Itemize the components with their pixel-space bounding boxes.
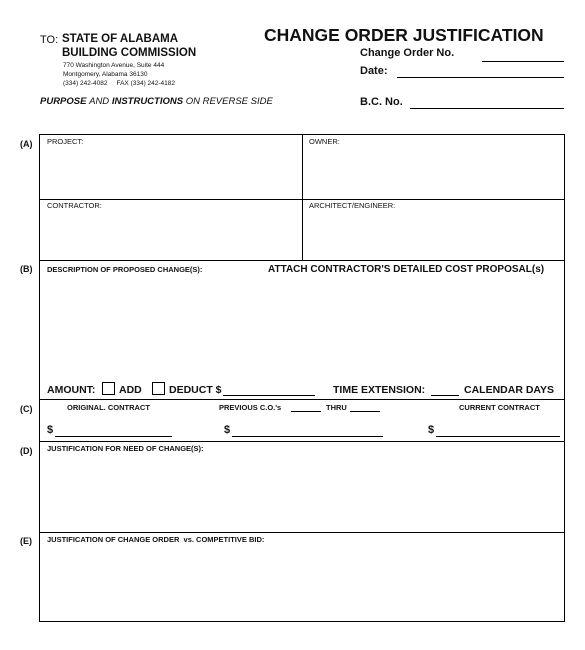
date-label: Date:	[360, 65, 388, 77]
to-prefix: TO:	[40, 34, 59, 46]
original-contract-dollar: $	[47, 424, 54, 436]
description-label: DESCRIPTION OF PROPOSED CHANGE(S):	[47, 265, 203, 274]
section-a-divider	[302, 134, 303, 260]
section-c-tag: (C)	[20, 404, 33, 414]
section-d-tag: (D)	[20, 446, 33, 456]
section-a-tag: (A)	[20, 139, 33, 149]
section-d-bottom-line	[39, 532, 565, 533]
project-field[interactable]	[44, 148, 298, 196]
section-a-middle-line	[39, 199, 565, 200]
architect-engineer-field[interactable]	[306, 212, 561, 257]
section-a-bottom-line	[39, 260, 565, 261]
add-label: ADD	[119, 384, 142, 396]
time-extension-field[interactable]	[431, 395, 459, 396]
section-e-tag: (E)	[20, 536, 32, 546]
amount-field[interactable]	[223, 395, 315, 396]
original-contract-amount-field[interactable]	[55, 436, 172, 437]
contractor-label: CONTRACTOR:	[47, 201, 102, 210]
instructions-word: INSTRUCTIONS	[111, 96, 184, 107]
amount-label: AMOUNT:	[47, 384, 96, 396]
current-contract-dollar: $	[428, 424, 435, 436]
change-order-no-field[interactable]	[482, 61, 564, 62]
previous-co-amount-field[interactable]	[232, 436, 383, 437]
attach-proposal-note: ATTACH CONTRACTOR'S DETAILED COST PROPOSAL(s)	[268, 264, 545, 275]
section-b-bottom-line	[39, 399, 565, 400]
justification-need-label: JUSTIFICATION FOR NEED OF CHANGE(S):	[47, 444, 204, 453]
previous-co-from-field[interactable]	[291, 411, 321, 412]
add-checkbox[interactable]	[102, 382, 115, 395]
deduct-checkbox[interactable]	[152, 382, 165, 395]
change-order-no-label: Change Order No.	[360, 47, 455, 59]
purpose-instructions-note	[40, 96, 273, 107]
purpose-word: PURPOSE	[40, 96, 87, 107]
date-field[interactable]	[397, 77, 564, 78]
calendar-days-label: CALENDAR DAYS	[464, 384, 555, 396]
section-b-tag: (B)	[20, 264, 33, 274]
time-extension-label: TIME EXTENSION:	[333, 384, 426, 396]
agency-address-line2: Montgomery, Alabama 36130	[63, 71, 148, 78]
agency-address-line1: 770 Washington Avenue, Suite 444	[63, 62, 165, 69]
reverse-side-text: ON REVERSE SIDE	[185, 96, 273, 107]
agency-name-line1: STATE OF ALABAMA	[62, 33, 179, 45]
bc-no-field[interactable]	[410, 108, 564, 109]
deduct-label: DEDUCT $	[169, 384, 222, 396]
project-label: PROJECT:	[47, 137, 84, 146]
owner-label: OWNER:	[309, 137, 340, 146]
form-title: CHANGE ORDER JUSTIFICATION	[264, 25, 544, 45]
competitive-bid-label: JUSTIFICATION OF CHANGE ORDER vs. COMPETITIVE BID:	[47, 535, 265, 544]
previous-co-label: PREVIOUS C.O.'s	[219, 403, 282, 412]
description-field[interactable]	[44, 278, 561, 378]
thru-label: THRU	[326, 403, 347, 412]
owner-field[interactable]	[306, 148, 561, 196]
contractor-field[interactable]	[44, 212, 298, 257]
competitive-bid-field[interactable]	[44, 547, 561, 617]
previous-co-thru-field[interactable]	[350, 411, 380, 412]
justification-need-field[interactable]	[44, 456, 561, 528]
current-contract-amount-field[interactable]	[436, 436, 560, 437]
architect-engineer-label: ARCHITECT/ENGINEER:	[309, 201, 396, 210]
original-contract-label: ORIGINAL. CONTRACT	[67, 403, 150, 412]
current-contract-label: CURRENT CONTRACT	[459, 403, 540, 412]
section-c-bottom-line	[39, 441, 565, 442]
and-word: AND	[89, 96, 110, 107]
agency-name-line2: BUILDING COMMISSION	[62, 47, 197, 59]
bc-no-label: B.C. No.	[360, 96, 403, 108]
previous-co-dollar: $	[224, 424, 231, 436]
agency-phone-fax: (334) 242-4082 FAX (334) 242-4182	[63, 80, 176, 87]
